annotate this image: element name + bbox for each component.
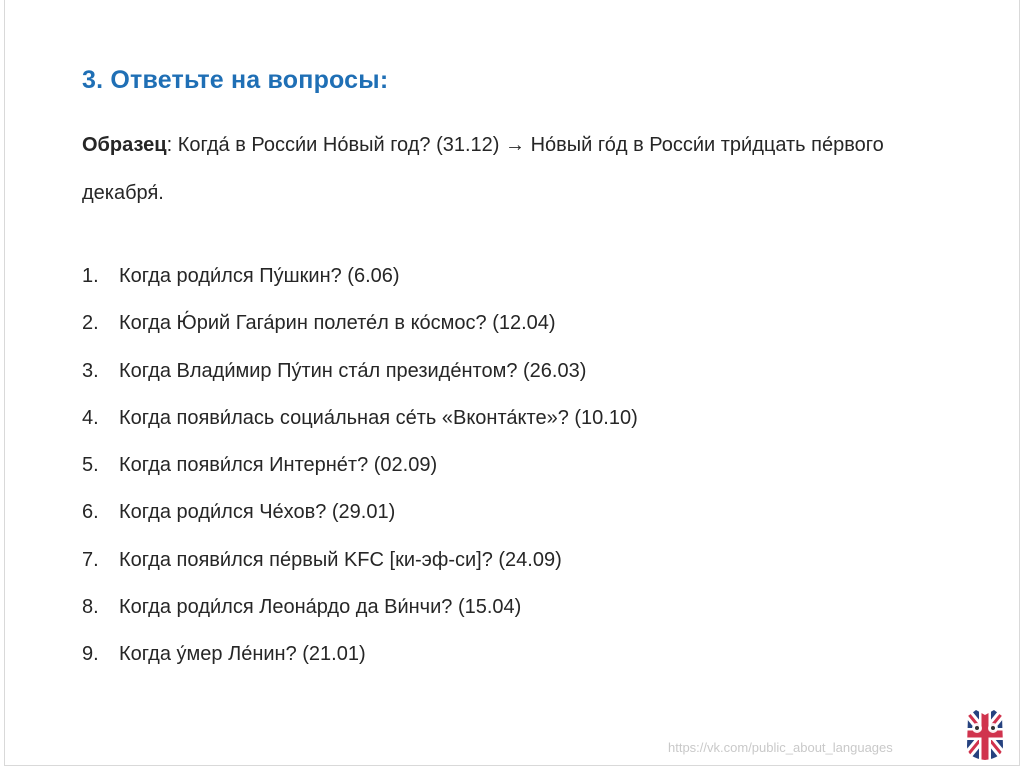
item-number: 2. (82, 312, 99, 335)
list-item (82, 489, 638, 536)
item-text: Когда Влади́мир Пу́тин ста́л президе́нтом? (26.03) (119, 359, 587, 382)
page-title: 3. Ответьте на вопросы: (82, 66, 389, 94)
question-list (82, 253, 638, 679)
item-text: Когда роди́лся Че́хов? (29.01) (119, 501, 396, 524)
list-item (82, 631, 638, 678)
item-text: Когда у́мер Ле́нин? (21.01) (119, 643, 366, 666)
list-item (82, 584, 638, 631)
item-number: 6. (82, 501, 99, 524)
list-item (82, 348, 638, 395)
list-item (82, 442, 638, 489)
item-text: Когда появи́лся пе́рвый KFC [ки-эф-си]? (24.09) (119, 548, 562, 571)
union-jack-owl-logo-icon (962, 706, 1008, 762)
list-item (82, 537, 638, 584)
item-number: 4. (82, 406, 99, 429)
item-text: Когда появи́лся Интерне́т? (02.09) (119, 454, 438, 477)
item-number: 3. (82, 359, 99, 382)
item-number: 1. (82, 265, 99, 287)
list-item (82, 395, 638, 442)
item-number: 8. (82, 596, 99, 619)
item-text: Когда Ю́рий Гага́рин полете́л в ко́смос? (12.04) (119, 312, 556, 335)
item-text: Когда появи́лась социа́льная се́ть «Вконта́кте»? (10.10) (119, 406, 638, 429)
item-number: 5. (82, 454, 99, 477)
item-text: Когда роди́лся Леона́рдо да Ви́нчи? (15.04) (119, 596, 522, 619)
item-text: Когда роди́лся Пу́шкин? (6.06) (119, 265, 400, 287)
item-number: 7. (82, 548, 99, 571)
sample-paragraph (82, 121, 952, 217)
list-item (82, 253, 638, 300)
sample-label: Образец (82, 134, 167, 156)
sample-question: : Когда́ в Росси́и Но́вый год? (31.12) (166, 134, 500, 156)
arrow-right-icon: → (505, 134, 526, 156)
item-number: 9. (82, 643, 99, 666)
footer-url-link[interactable]: https://vk.com/public_about_languages (668, 740, 893, 755)
list-item (82, 300, 638, 347)
sample-answer: Но́вый го́д в Росси́и три́дцать пе́рвого декабря́. (82, 134, 884, 204)
